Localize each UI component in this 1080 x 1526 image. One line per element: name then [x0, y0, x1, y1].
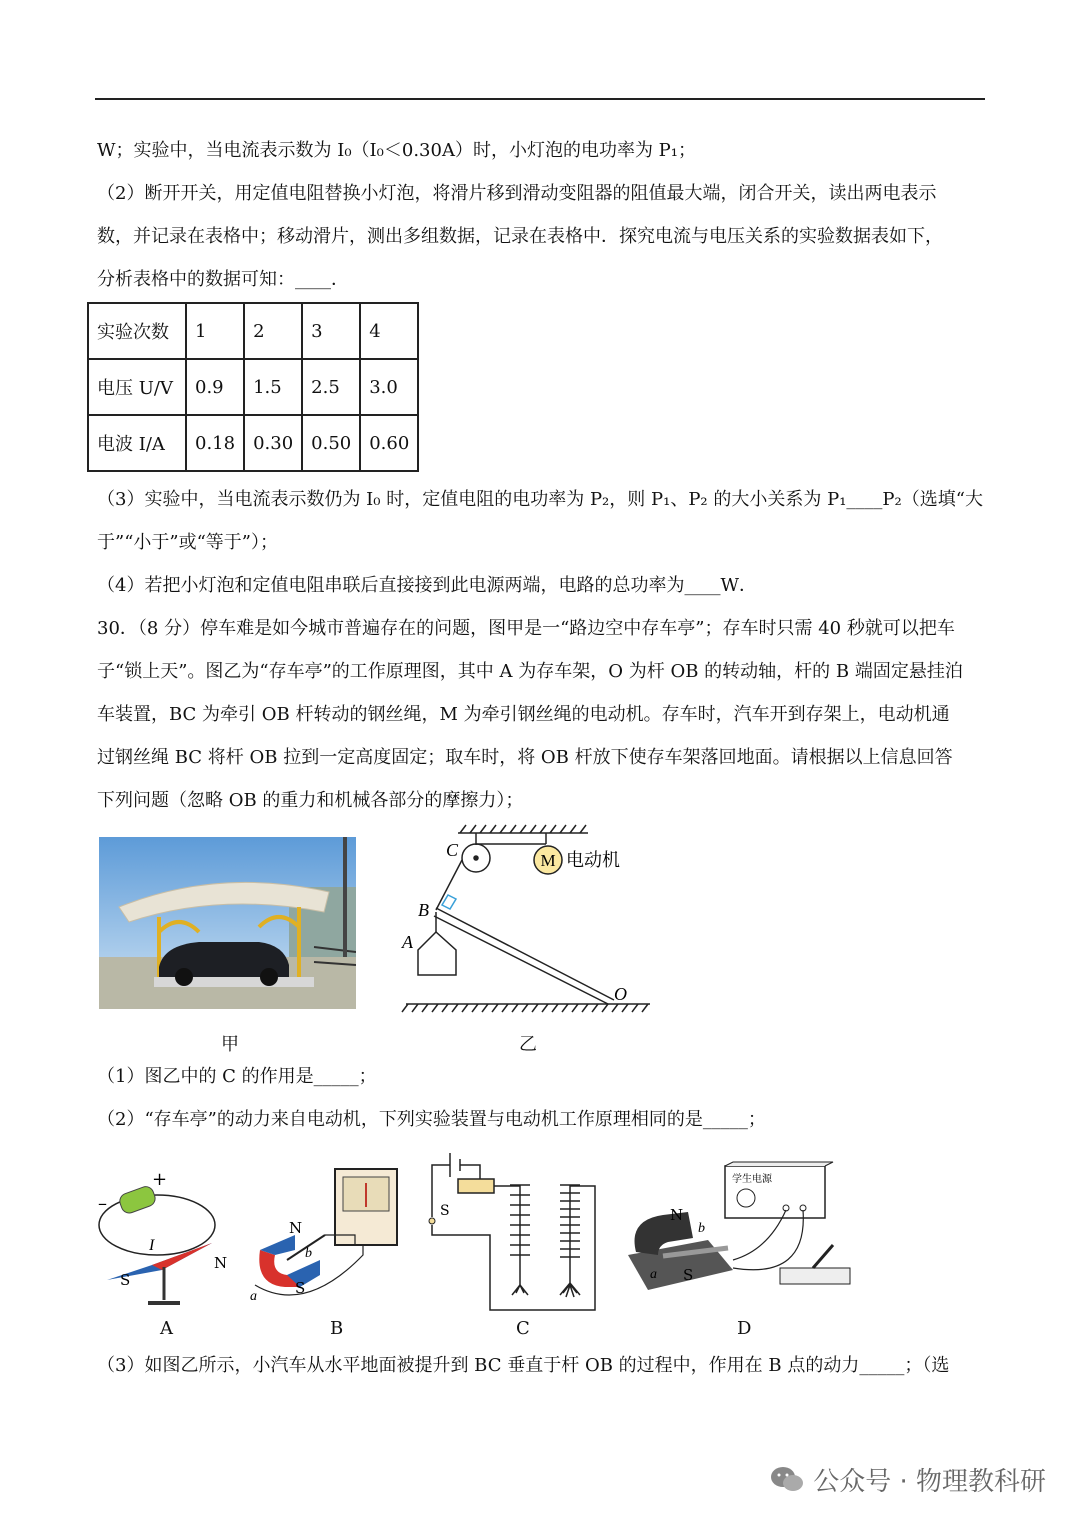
svg-text:a: a — [650, 1267, 657, 1282]
data-table — [87, 302, 419, 472]
table-cell: 4 — [360, 303, 418, 359]
text-line: 过钢丝绳 BC 将杆 OB 拉到一定高度固定；取车时，将 OB 杆放下使存车架落回地面。请根据以上信息回答 — [97, 747, 953, 768]
table-row — [88, 359, 418, 415]
power-supply-label: 学生电源 — [732, 1174, 772, 1185]
header-rule — [95, 98, 985, 100]
text-line: 30．（8 分）停车难是如今城市普遍存在的问题，图甲是一“路边空中存车亭”；存车时只需 40 秒就可以把车 — [97, 618, 955, 639]
parking-stand-photo — [99, 837, 356, 1009]
option-d-label: D — [737, 1318, 752, 1339]
text-line: （4）若把小灯泡和定值电阻串联后直接接到此电源两端，电路的总功率为____W． — [97, 575, 757, 596]
option-c-figure — [420, 1145, 605, 1315]
option-c-label: C — [516, 1318, 530, 1339]
svg-text:S: S — [440, 1203, 450, 1219]
svg-text:b: b — [305, 1246, 312, 1261]
point-b-label: B — [418, 900, 429, 920]
svg-text:–: – — [98, 1193, 107, 1214]
svg-text:+: + — [152, 1169, 168, 1190]
lever-diagram — [398, 820, 658, 1020]
point-c-label: C — [446, 840, 459, 860]
text-line: 分析表格中的数据可知：____． — [97, 269, 349, 290]
svg-text:S: S — [295, 1279, 306, 1297]
table-cell: 1.5 — [244, 359, 302, 415]
option-a-label: A — [160, 1318, 173, 1339]
text-line: （1）图乙中的 C 的作用是_____； — [97, 1066, 377, 1087]
watermark-text: 公众号 · 物理教科研 — [813, 1467, 1046, 1497]
svg-text:N: N — [670, 1206, 684, 1224]
table-cell: 2 — [244, 303, 302, 359]
wechat-icon — [769, 1465, 805, 1495]
watermark — [769, 1461, 1046, 1498]
text-line: 于”“小于”或“等于”）； — [97, 532, 279, 553]
text-line: W；实验中，当电流表示数为 I₀（I₀＜0.30A）时，小灯泡的电功率为 P₁； — [97, 140, 696, 161]
table-cell: 3 — [302, 303, 360, 359]
text-line: 车装置，BC 为牵引 OB 杆转动的钢丝绳，M 为牵引钢丝绳的电动机。存车时，汽车开到存架上，电动机通 — [97, 704, 950, 725]
svg-text:S: S — [683, 1266, 694, 1284]
text-line: （3）实验中，当电流表示数仍为 I₀ 时，定值电阻的电功率为 P₂，则 P₁、P₂ 的大小关系为 P₁____P₂（选填“大 — [97, 489, 983, 510]
text-line: 下列问题（忽略 OB 的重力和机械各部分的摩擦力）； — [97, 790, 524, 811]
svg-text:I: I — [149, 1237, 155, 1254]
point-a-label: A — [402, 932, 413, 952]
motor-label: 电动机 — [566, 850, 620, 871]
text-line: 子“锁上天”。图乙为“存车亭”的工作原理图，其中 A 为存车架，O 为杆 OB 的转动轴，杆的 B 端固定悬挂泊 — [97, 661, 963, 682]
table-cell: 1 — [186, 303, 244, 359]
table-cell: 2.5 — [302, 359, 360, 415]
option-b-label: B — [330, 1318, 344, 1339]
table-cell: 0.9 — [186, 359, 244, 415]
table-cell: 电波 I/A — [88, 415, 186, 471]
table-cell: 电压 U/V — [88, 359, 186, 415]
table-cell: 0.60 — [360, 415, 418, 471]
text-line: （2）断开开关，用定值电阻替换小灯泡，将滑片移到滑动变阻器的阻值最大端，闭合开关，读出两电表示 — [97, 183, 937, 204]
table-cell: 0.18 — [186, 415, 244, 471]
table-cell: 实验次数 — [88, 303, 186, 359]
svg-text:a: a — [250, 1289, 257, 1304]
table-cell: 0.30 — [244, 415, 302, 471]
text-line: 数，并记录在表格中；移动滑片，测出多组数据，记录在表格中．探究电流与电压关系的实验数据表如下， — [97, 226, 943, 247]
table-row — [88, 303, 418, 359]
figure-caption-yi: 乙 — [519, 1034, 537, 1055]
option-d-figure — [608, 1160, 858, 1310]
text-line: （2）“存车亭”的动力来自电动机，下列实验装置与电动机工作原理相同的是_____； — [97, 1109, 766, 1130]
text-line: （3）如图乙所示，小汽车从水平地面被提升到 BC 垂直于杆 OB 的过程中，作用在 B 点的动力_____；（选 — [97, 1355, 950, 1376]
option-b-figure — [245, 1165, 405, 1315]
table-cell: 0.50 — [302, 415, 360, 471]
table-row — [88, 415, 418, 471]
svg-text:b: b — [698, 1221, 705, 1236]
svg-text:N: N — [289, 1219, 303, 1237]
point-o-label: O — [614, 984, 627, 1004]
motor-symbol: M — [540, 851, 556, 870]
option-a-figure — [92, 1165, 242, 1315]
svg-text:S: S — [120, 1271, 131, 1289]
svg-text:N: N — [214, 1254, 228, 1272]
figure-caption-jia: 甲 — [221, 1034, 239, 1055]
table-cell: 3.0 — [360, 359, 418, 415]
